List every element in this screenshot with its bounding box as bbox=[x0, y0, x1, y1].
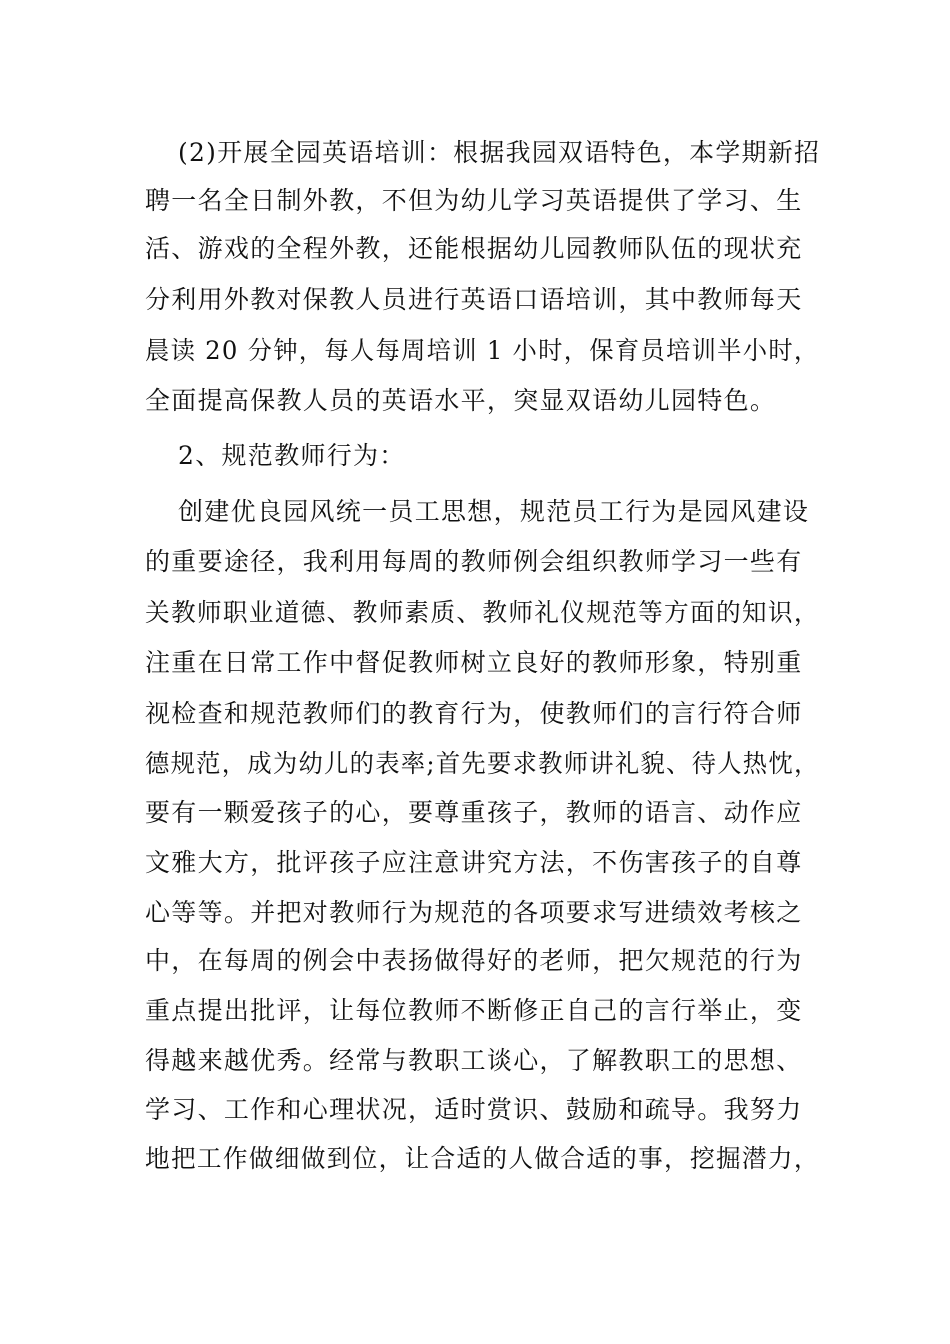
text-line: (2)开展全园英语培训：根据我园双语特色，本学期新招 bbox=[178, 138, 821, 167]
text-line: 德规范，成为幼儿的表率;首先要求教师讲礼貌、待人热忱， bbox=[145, 749, 820, 778]
text-line: 全面提高保教人员的英语水平，突显双语幼儿园特色。 bbox=[145, 386, 777, 415]
text-line: 关教师职业道德、教师素质、教师礼仪规范等方面的知识， bbox=[145, 598, 820, 627]
text-line: 文雅大方，批评孩子应注意讲究方法，不伤害孩子的自尊 bbox=[145, 848, 803, 877]
text-line: 分利用外教对保教人员进行英语口语培训，其中教师每天 bbox=[145, 285, 803, 314]
text-line: 聘一名全日制外教，不但为幼儿学习英语提供了学习、生 bbox=[145, 186, 803, 215]
text-line: 学习、工作和心理状况，适时赏识、鼓励和疏导。我努力 bbox=[145, 1095, 803, 1124]
text-line: 要有一颗爱孩子的心，要尊重孩子，教师的语言、动作应 bbox=[145, 798, 803, 827]
text-line: 活、游戏的全程外教，还能根据幼儿园教师队伍的现状充 bbox=[145, 234, 803, 263]
text-line: 创建优良园风统一员工思想，规范员工行为是园风建设 bbox=[178, 497, 810, 526]
text-line: 得越来越优秀。经常与教职工谈心，了解教职工的思想、 bbox=[145, 1046, 803, 1075]
text-line: 心等等。并把对教师行为规范的各项要求写进绩效考核之 bbox=[145, 898, 803, 927]
text-line: 视检查和规范教师们的教育行为，使教师们的言行符合师 bbox=[145, 699, 803, 728]
text-line: 注重在日常工作中督促教师树立良好的教师形象，特别重 bbox=[145, 648, 803, 677]
section-heading: 2、规范教师行为： bbox=[178, 441, 406, 470]
text-line: 中，在每周的例会中表扬做得好的老师，把欠规范的行为 bbox=[145, 946, 803, 975]
text-line: 晨读 20 分钟，每人每周培训 1 小时，保育员培训半小时， bbox=[145, 336, 820, 365]
text-line: 的重要途径，我利用每周的教师例会组织教师学习一些有 bbox=[145, 547, 803, 576]
text-line: 地把工作做细做到位，让合适的人做合适的事，挖掘潜力， bbox=[145, 1144, 820, 1173]
text-line: 重点提出批评，让每位教师不断修正自己的言行举止，变 bbox=[145, 996, 803, 1025]
